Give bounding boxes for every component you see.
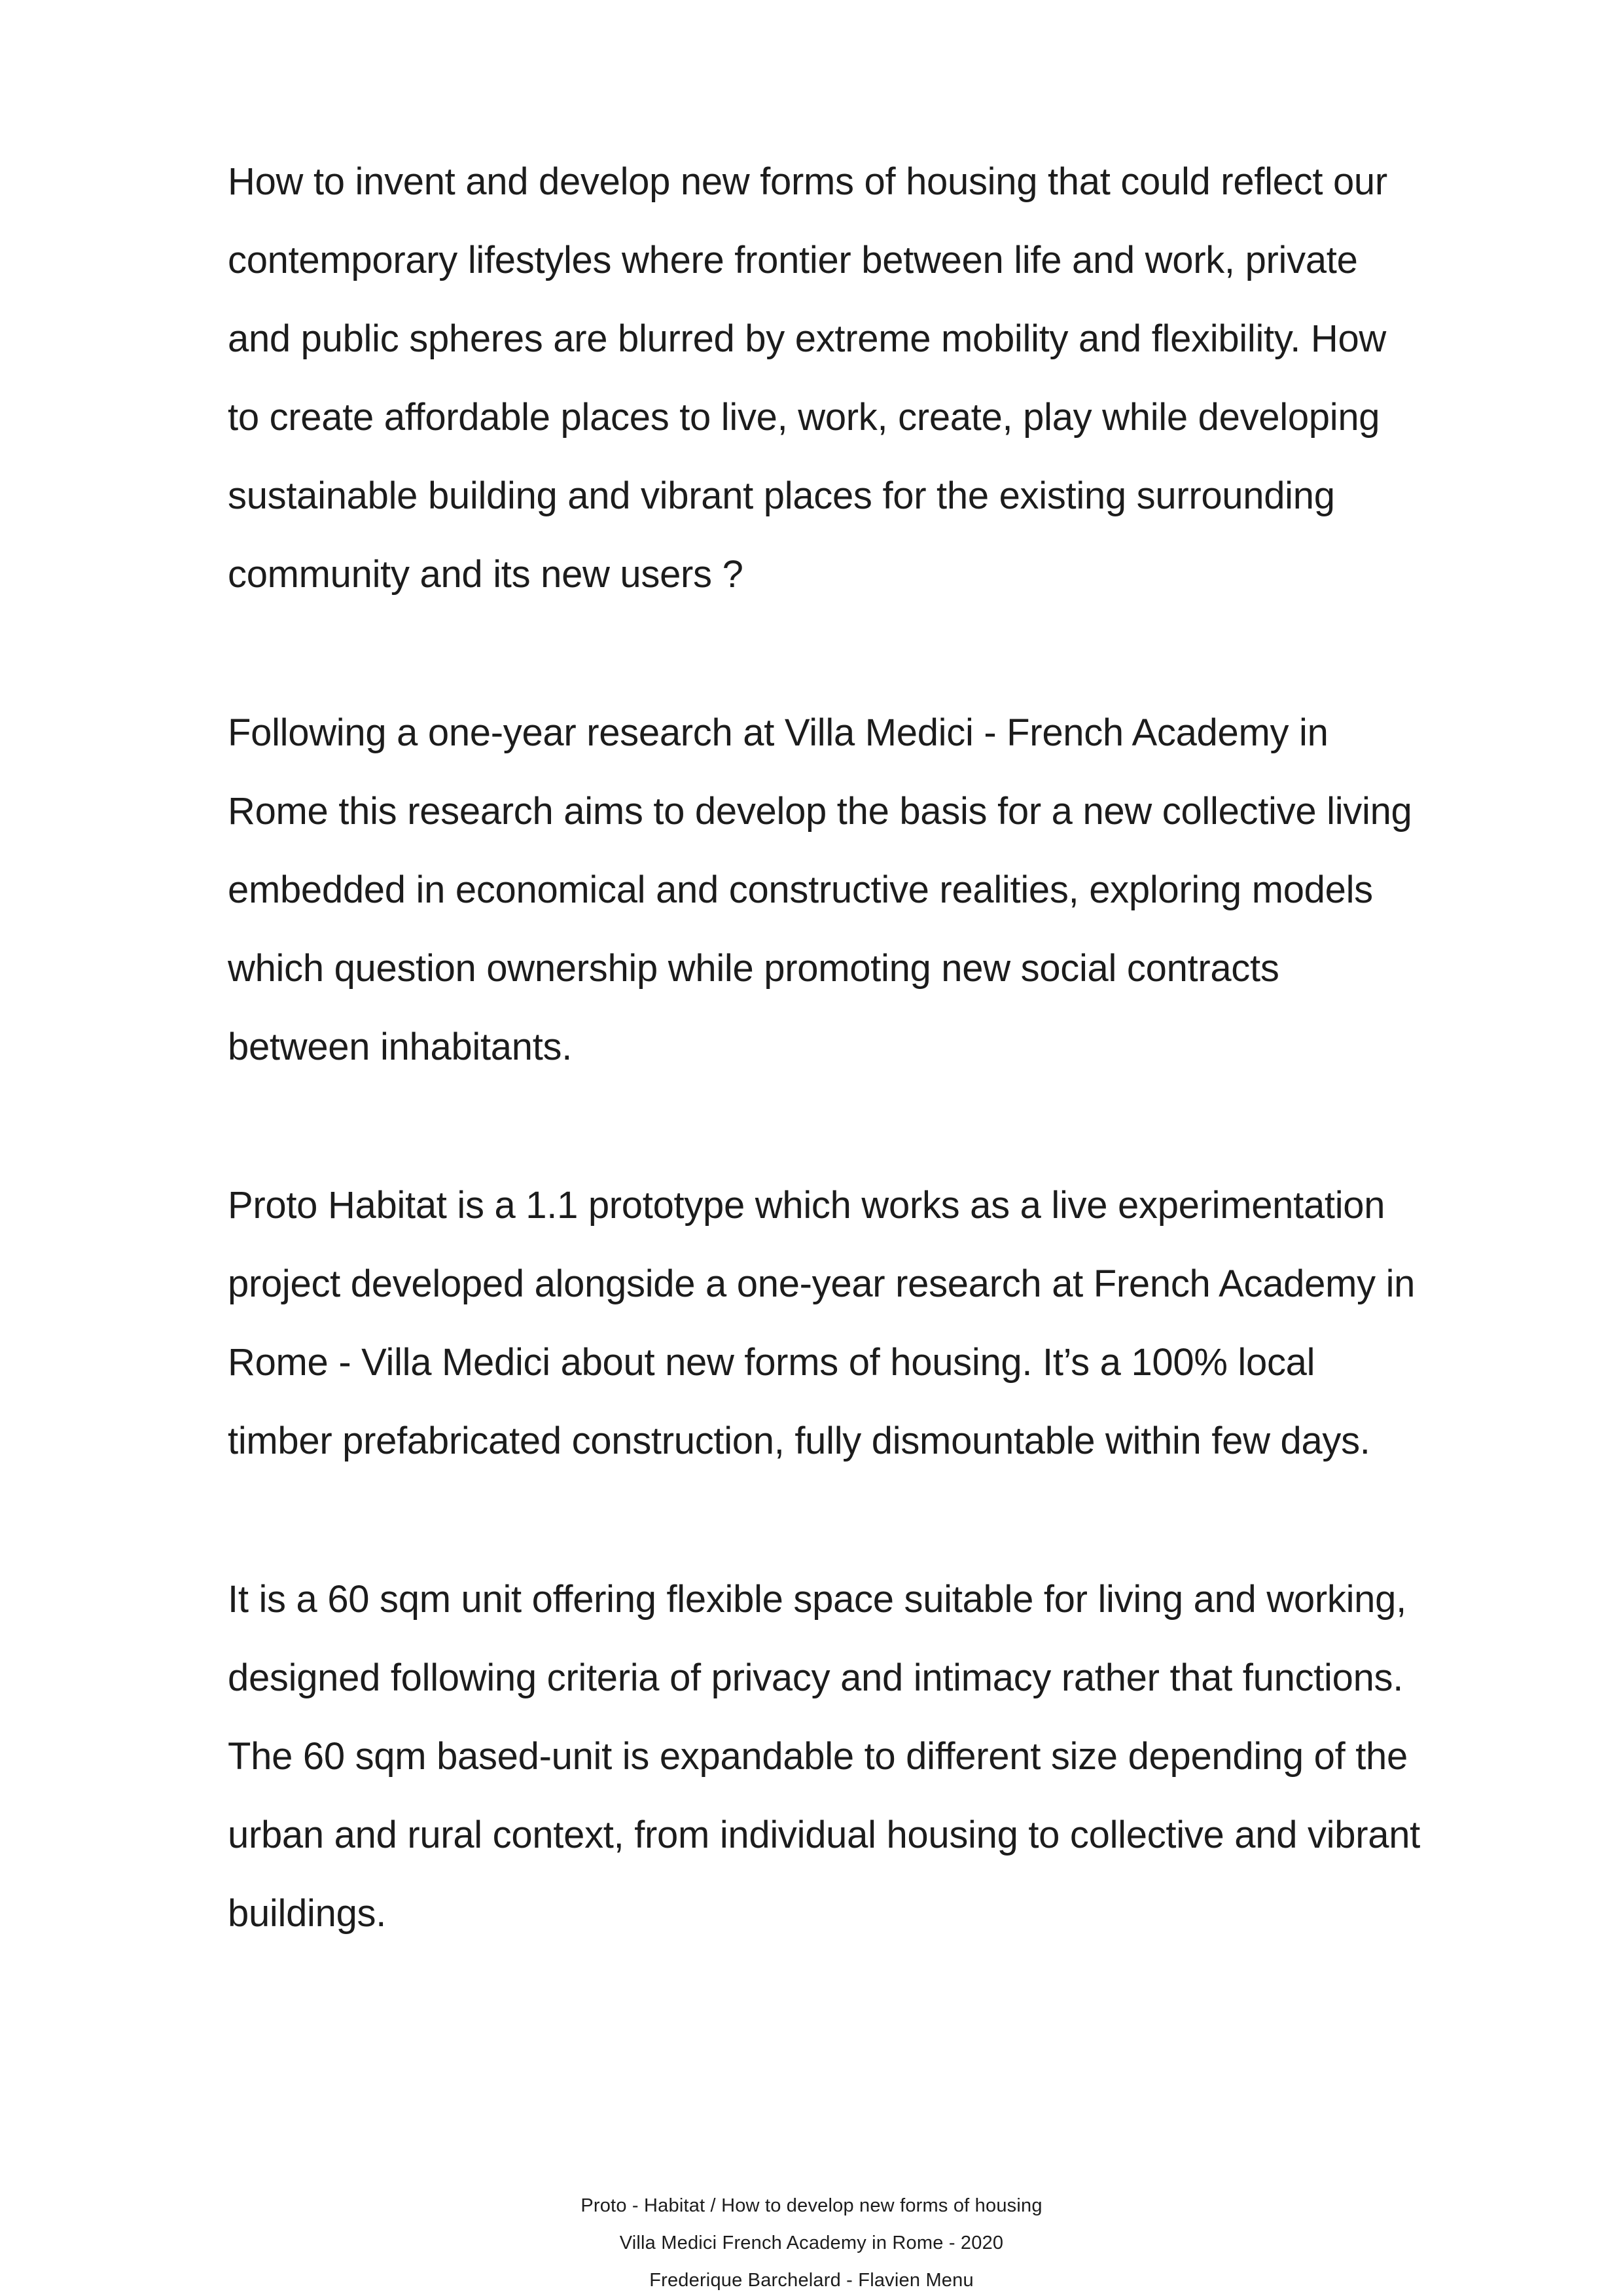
paragraph-housing-question: How to invent and develop new forms of housing that could reflect our contemporary lifestyles where frontier between life and work, private and public spheres are blurred by extreme mobility and flexibility. How to create affordable places to live, work, create, play while developing sustainable building and vibrant places for the existing surrounding community and its new users ?: [228, 160, 1387, 596]
paragraph-unit-description: It is a 60 sqm unit offering flexible space suitable for living and working, designed following criteria of privacy and intimacy rather that functions. The 60 sqm based-unit is expandable to different size depending of the urban and rural context, from individual housing to collective and vibrant buildings.: [228, 1578, 1420, 1935]
page-footer: [0, 2187, 1623, 2296]
footer-line-institution-year: Villa Medici French Academy in Rome - 2020: [619, 2233, 1004, 2253]
paragraph-research-villa-medici: Following a one-year research at Villa Medici - French Academy in Rome this research aims to develop the basis for a new collective living embedded in economical and constructive realities, exploring models which question ownership while promoting new social contracts between inhabitants.: [228, 711, 1412, 1068]
footer-line-authors: Frederique Barchelard - Flavien Menu: [649, 2270, 974, 2291]
paragraph-proto-habitat-prototype: Proto Habitat is a 1.1 prototype which works as a live experimentation project developed alongside a one-year research at French Academy in Rome - Villa Medici about new forms of housing. It’s a 100% local timber prefabricated construction, fully dismountable within few days.: [228, 1184, 1416, 1462]
footer-line-project-title: Proto - Habitat / How to develop new forms of housing: [580, 2195, 1043, 2216]
body-text-block: [228, 143, 1425, 2033]
